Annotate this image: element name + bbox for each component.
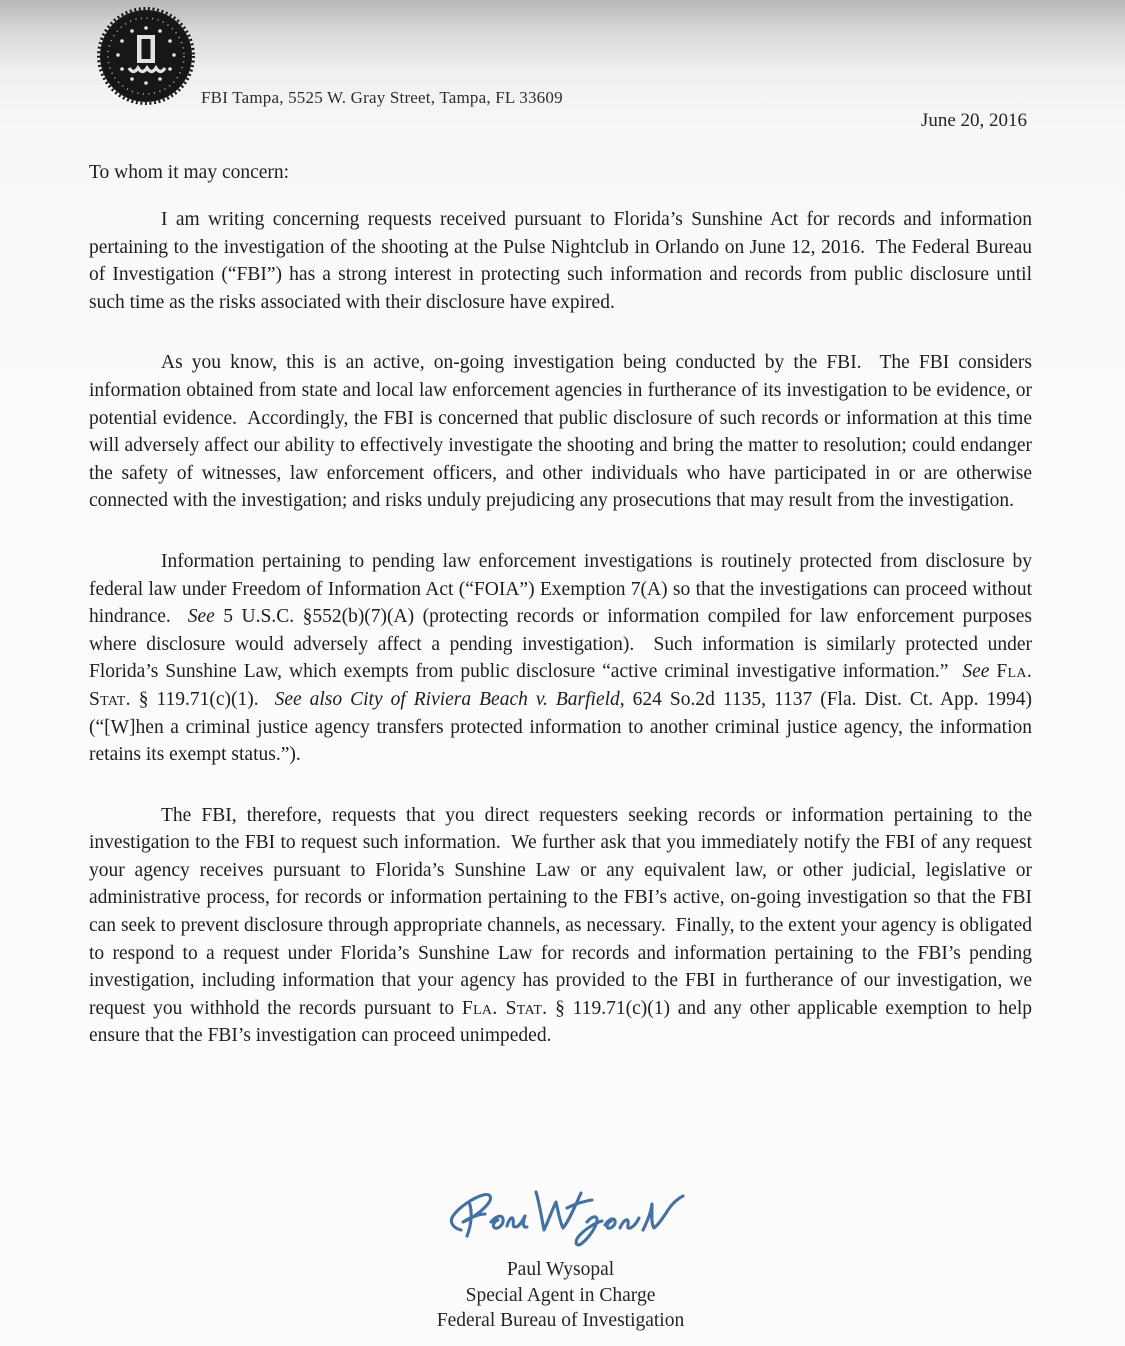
signatory-title: Special Agent in Charge <box>465 1284 656 1306</box>
paragraph-segment: 5 U.S.C. §552(b)(7)(A) (protecting records or information compiled for law enforcement purposes where disclosure would adversely affect a pending investigation). Such information is similarly protected under Florida’s Sunshine Law, which exempts from public disclosure “active criminal investigative information.” <box>89 606 1037 683</box>
paragraph-segment: See also City of Riviera Beach v. Barfield <box>274 688 620 710</box>
letter-paragraph <box>89 548 1038 769</box>
letter-paragraph <box>89 349 1037 515</box>
paragraph-segment: I am writing concerning requests received pursuant to Florida’s Sunshine Act for records and information pertaining to the investigation of the shooting at the Pulse Nightclub in Orlando on June 12, 2016. The Federal Bureau of Investigation (“FBI”) has a strong interest in protecting such information and records from public disclosure until such time as the risks associated with their disclosure have expired. <box>89 209 1037 313</box>
letter-body <box>89 206 1038 1083</box>
paragraph-segment: See <box>962 661 990 683</box>
paragraph-segment: See <box>187 606 215 628</box>
paragraph-segment: As you know, this is an active, on-going investigation being conducted by the FBI. The FBI considers information obtained from state and local law enforcement agencies in furtherance of its investigation to be evidence, or potential evidence. Accordingly, the FBI is concerned that public disclosure of such records or information at this time will adversely affect our ability to effectively investigate the shooting and bring the matter to resolution; could endanger the safety of witnesses, law enforcement officers, and other individuals who have participated in or are otherwise connected with the investigation; and risks unduly prejudicing any prosecutions that may result from the investigation. <box>89 352 1037 512</box>
paragraph-segment: Information pertaining to pending law enforcement investigations is routinely protected from disclosure by federal law under Freedom of Information Act (“FOIA”) Exemption 7(A) so that the investigations can proceed without hindrance. <box>89 550 1037 628</box>
letter-paragraph <box>89 802 1037 1050</box>
paragraph-segment: § 119.71(c)(1) and any other applicable exemption to help ensure that the FBI’s investigation can proceed unimpeded. <box>89 997 1037 1047</box>
signatory-name: Paul Wysopal <box>506 1259 615 1280</box>
paragraph-segment: The FBI, therefore, requests that you direct requesters seeking records or information pertaining to the investigation to the FBI to request such information. We further ask that you immediately notify the FBI of any request your agency receives pursuant to Florida’s Sunshine Law or any equivalent law, or other judicial, legislative or administrative process, for records or information pertaining to the FBI’s active, on-going investigation so that the FBI can seek to prevent disclosure through appropriate channels, as necessary. Finally, to the extent your agency is obligated to respond to a request under Florida’s Sunshine Law for records and information pertaining to the FBI’s pending investigation, including information that your agency has provided to the FBI in furtherance of our investigation, we request you withhold the records pursuant to <box>89 804 1037 1019</box>
handwritten-signature-icon <box>439 1178 695 1250</box>
signature-block <box>89 1178 1032 1334</box>
paragraph-segment: § 119.71(c)(1). <box>130 688 275 710</box>
letterhead-address: FBI Tampa, 5525 W. Gray Street, Tampa, FL 33609 <box>201 88 563 107</box>
paragraph-segment: , 624 So.2d 1135, 1137 (Fla. Dist. Ct. App. 1994) (“[W]hen a criminal justice agency transfers protected information to another criminal justice agency, the information retains its exempt status.”). <box>89 688 1037 766</box>
signatory-organization: Federal Bureau of Investigation <box>436 1310 685 1331</box>
paragraph-segment: Fla. Stat. <box>89 661 1038 710</box>
fbi-seal-icon <box>96 6 196 106</box>
letter-date: June 20, 2016 <box>920 110 1027 131</box>
paragraph-segment: Fla. Stat. <box>461 997 548 1019</box>
letter-paragraph <box>89 206 1037 316</box>
salutation: To whom it may concern: <box>89 162 290 183</box>
